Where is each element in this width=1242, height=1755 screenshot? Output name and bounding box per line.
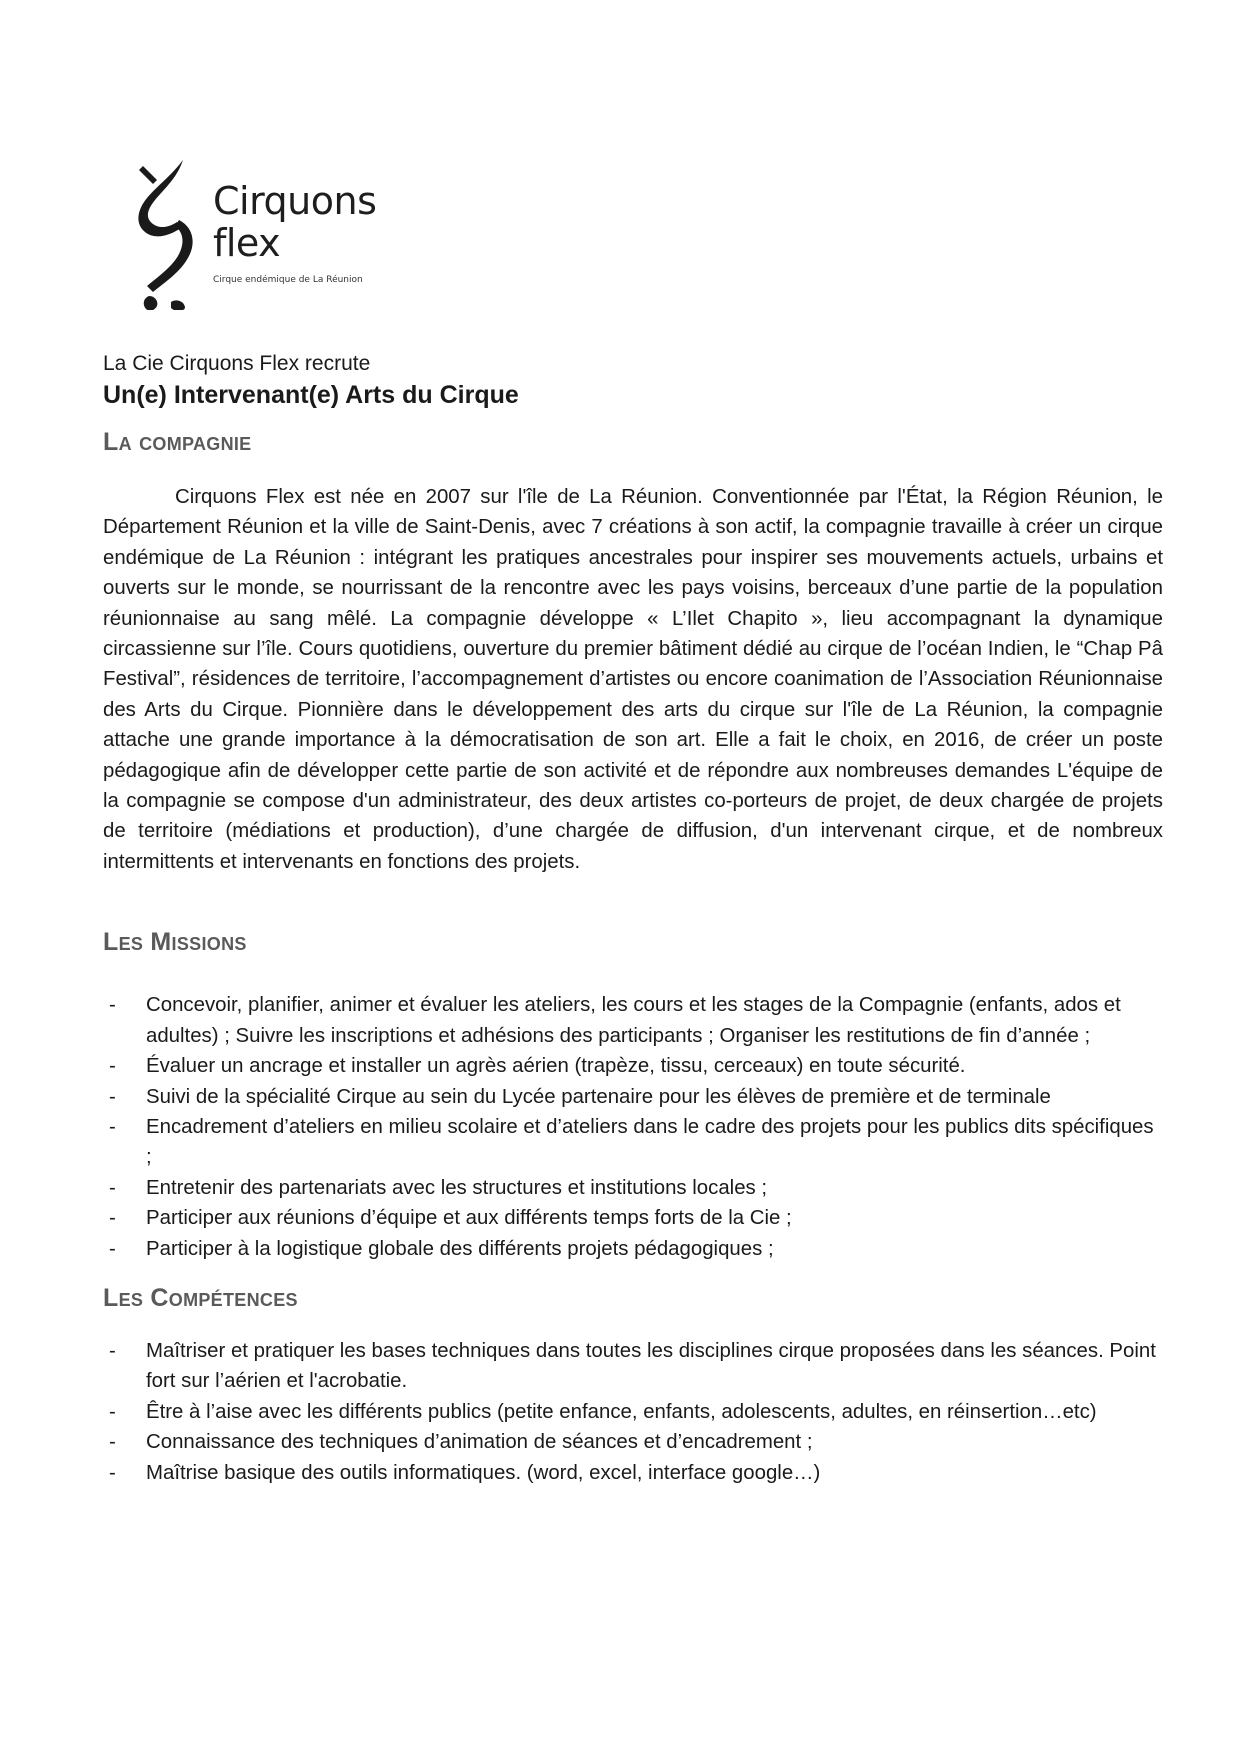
list-item: - Suivi de la spécialité Cirque au sein du Lycée partenaire pour les élèves de première et de terminale	[109, 1085, 1051, 1108]
list-item: - Participer aux réunions d’équipe et aux différents temps forts de la Cie ;	[109, 1207, 792, 1230]
section-heading-competences: Les Compétences	[103, 1283, 298, 1312]
list-item: - Participer à la logistique globale des différents projets pédagogiques ;	[109, 1237, 774, 1260]
document-body	[103, 350, 1163, 1488]
list-item: - Maîtrise basique des outils informatiques. (word, excel, interface google…)	[109, 1461, 821, 1484]
job-title: Un(e) Intervenant(e) Arts du Cirque	[103, 381, 519, 409]
list-item: - Entretenir des partenariats avec les structures et institutions locales ;	[109, 1176, 768, 1199]
logo-tagline: Cirque endémique de La Réunion	[213, 275, 363, 285]
competences-list	[103, 1336, 1163, 1488]
list-item: - Encadrement d’ateliers en milieu scolaire et d’ateliers dans le cadre des projets pour les publics dits spécifiques ;	[109, 1115, 1154, 1169]
logo-name: Cirquons flex	[213, 179, 377, 265]
list-item: - Concevoir, planifier, animer et évaluer les ateliers, les cours et les stages de la Compagnie (enfants, ados et adultes) ; Suivre les inscriptions et adhésions des participants ; Organiser les restitutions de fin d’année ;	[109, 994, 1121, 1047]
list-item: - Connaissance des techniques d’animation de séances et d’encadrement ;	[109, 1431, 813, 1454]
section-heading-missions: Les Missions	[103, 928, 247, 957]
list-item: - Maîtriser et pratiquer les bases techniques dans toutes les disciplines cirque proposées dans les séances. Point fort sur l’aérien et l'acrobatie.	[109, 1339, 1156, 1393]
section-heading-company: La compagnie	[103, 428, 252, 456]
company-logo	[135, 160, 375, 310]
company-description: Cirquons Flex est née en 2007 sur l'île de La Réunion. Conventionnée par l'État, la Région Réunion, le Département Réunion et la ville de Saint-Denis, avec 7 créations à son actif, la compagnie travaille à créer un cirque endémique de La Réunion : intégrant les pratiques ancestrales pour inspirer ses mouvements actuels, urbains et ouverts sur le monde, se nourrissant de la rencontre avec les pays voisins, berceaux d’une partie de la population réunionnaise au sang mêlé. La compagnie développe « L’Ilet Chapito », lieu accompagnant la dynamique circassienne sur l’île. Cours quotidiens, ouverture du premier bâtiment dédié au cirque de l’océan Indien, le “Chap Pâ Festival”, résidences de territoire, l’accompagnement d’artistes ou encore coanimation de l’Association Réunionnaise des Arts du Cirque. Pionnière dans le développement des arts du cirque sur l'île de La Réunion, la compagnie attache une grande importance à la démocratisation de son art. Elle a fait le choix, en 2016, de créer un poste pédagogique afin de développer cette partie de son activité et de répondre aux nombreuses demandes L'équipe de la compagnie se compose d'un administrateur, des deux artistes co-porteurs de projet, de deux chargée de projets de territoire (médiations et production), d’une chargée de diffusion, d'un intervenant cirque, et de nombreux intermittents et intervenants en fonctions des projets.	[103, 486, 1163, 873]
missions-list	[103, 990, 1163, 1264]
recruitment-kicker: La Cie Cirquons Flex recrute	[103, 352, 371, 375]
list-item: - Évaluer un ancrage et installer un agrès aérien (trapèze, tissu, cerceaux) en toute sécurité.	[109, 1055, 966, 1078]
list-item: - Être à l’aise avec les différents publics (petite enfance, enfants, adolescents, adultes, en réinsertion…etc)	[109, 1400, 1097, 1423]
cirquons-flex-logo-icon	[135, 160, 215, 310]
